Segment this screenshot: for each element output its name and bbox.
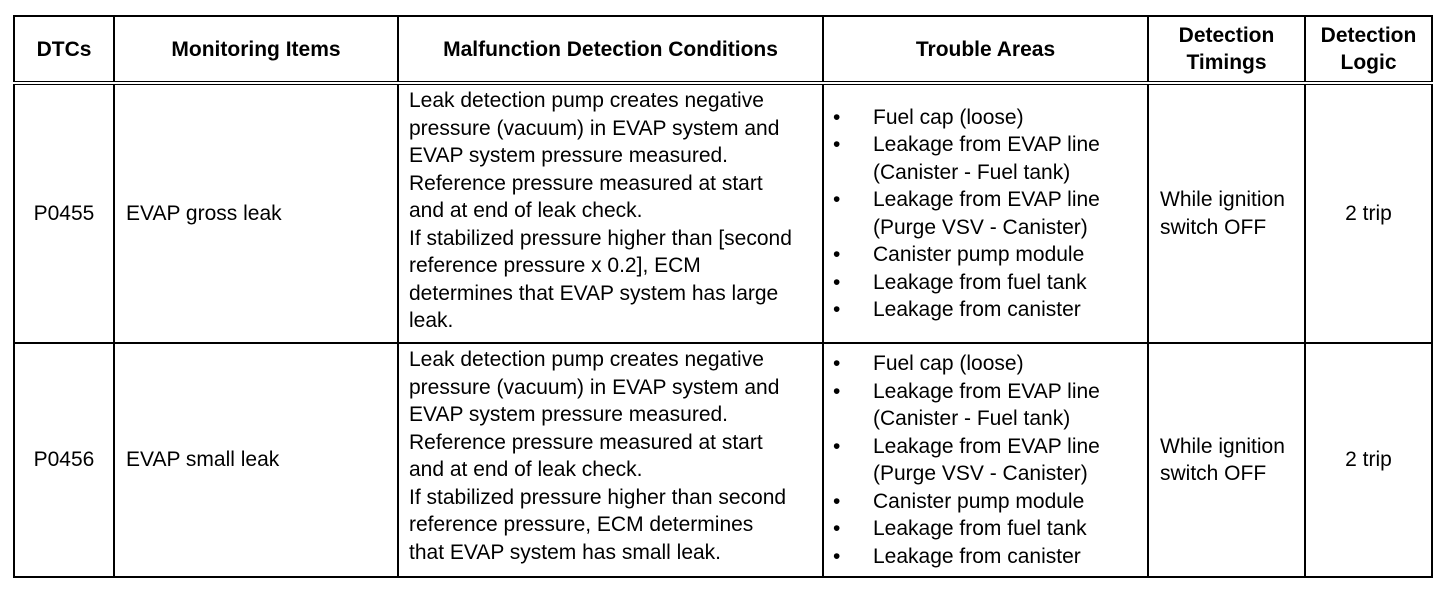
header-dtcs: DTCs	[14, 16, 114, 83]
header-conditions: Malfunction Detection Conditions	[398, 16, 823, 83]
list-item	[824, 350, 1143, 378]
trouble-area-text: Leakage from canister	[873, 544, 1081, 568]
header-timings-line2: Timings	[1186, 51, 1267, 74]
timing-line: While ignition	[1160, 188, 1285, 211]
bullet: •	[833, 352, 841, 375]
trouble-area-text: Fuel cap (loose)	[873, 105, 1024, 129]
condition-line: If stabilized pressure higher than second	[409, 485, 787, 509]
detection-timing	[1148, 343, 1305, 577]
bullet: •	[833, 188, 841, 211]
trouble-area-text: (Canister - Fuel tank)	[873, 160, 1071, 184]
timing-line: switch OFF	[1160, 462, 1267, 485]
detection-conditions	[398, 343, 823, 577]
dtc-code: P0456	[14, 343, 114, 577]
trouble-area-list	[824, 350, 1143, 570]
trouble-area-text: Canister pump module	[873, 243, 1085, 266]
dtc-table	[13, 15, 1433, 578]
condition-line: that EVAP system has small leak.	[409, 540, 722, 564]
header-timings-line1: Detection	[1178, 24, 1275, 47]
trouble-area-list	[824, 104, 1143, 324]
bullet: •	[833, 298, 841, 321]
bullet: •	[833, 105, 841, 129]
list-item	[824, 543, 1143, 571]
condition-line: reference pressure x 0.2], ECM	[409, 254, 701, 277]
condition-line: pressure (vacuum) in EVAP system and	[409, 116, 780, 140]
header-monitoring-items: Monitoring Items	[114, 16, 398, 83]
condition-line: Leak detection pump creates negative	[409, 89, 764, 112]
trouble-area-text: Leakage from EVAP line	[873, 434, 1100, 458]
header-logic-line1: Detection	[1320, 24, 1417, 47]
trouble-areas	[823, 83, 1148, 343]
list-item	[824, 104, 1143, 132]
list-item	[824, 515, 1143, 543]
dtc-code: P0455	[14, 83, 114, 343]
bullet: •	[833, 243, 841, 266]
condition-line: pressure (vacuum) in EVAP system and	[409, 375, 780, 399]
bullet: •	[833, 270, 841, 294]
bullet: •	[833, 133, 841, 156]
condition-line: Leak detection pump creates negative	[409, 348, 764, 371]
condition-line: leak.	[409, 309, 454, 332]
list-item	[824, 488, 1143, 516]
trouble-areas	[823, 343, 1148, 577]
monitoring-item: EVAP small leak	[114, 343, 398, 577]
list-item	[824, 433, 1143, 488]
header-row	[14, 16, 1432, 83]
header-trouble-areas: Trouble Areas	[823, 16, 1148, 83]
list-item	[824, 296, 1143, 324]
timing-line: switch OFF	[1160, 215, 1267, 239]
trouble-area-text: Fuel cap (loose)	[873, 352, 1024, 375]
bullet: •	[833, 517, 841, 540]
list-item	[824, 186, 1143, 241]
bullet: •	[833, 379, 841, 403]
condition-line: Reference pressure measured at start	[409, 171, 763, 195]
list-item	[824, 241, 1143, 269]
trouble-area-text: (Purge VSV - Canister)	[873, 462, 1088, 485]
condition-line: reference pressure, ECM determines	[409, 513, 754, 536]
trouble-area-text: Leakage from fuel tank	[873, 270, 1087, 294]
condition-line: Reference pressure measured at start	[409, 430, 763, 454]
trouble-area-text: Leakage from EVAP line	[873, 133, 1100, 156]
header-detection-logic	[1305, 16, 1432, 83]
condition-line: and at end of leak check.	[409, 199, 643, 222]
timing-line: While ignition	[1160, 434, 1285, 458]
trouble-area-text: Leakage from EVAP line	[873, 379, 1100, 403]
detection-logic: 2 trip	[1305, 343, 1432, 577]
condition-line: EVAP system pressure measured.	[409, 144, 729, 167]
trouble-area-text: Canister pump module	[873, 489, 1085, 513]
trouble-area-text: (Purge VSV - Canister)	[873, 215, 1088, 239]
bullet: •	[833, 434, 841, 458]
header-logic-line2: Logic	[1340, 51, 1397, 74]
trouble-area-text: Leakage from fuel tank	[873, 517, 1087, 540]
header-detection-timings	[1148, 16, 1305, 83]
monitoring-item: EVAP gross leak	[114, 83, 398, 343]
list-item	[824, 378, 1143, 433]
condition-line: and at end of leak check.	[409, 458, 643, 481]
condition-line: If stabilized pressure higher than [second	[409, 226, 792, 250]
trouble-area-text: (Canister - Fuel tank)	[873, 407, 1071, 430]
table-row	[14, 343, 1432, 577]
trouble-area-text: Leakage from canister	[873, 298, 1081, 321]
list-item	[824, 131, 1143, 186]
trouble-area-text: Leakage from EVAP line	[873, 188, 1100, 211]
detection-conditions	[398, 83, 823, 343]
table-row	[14, 83, 1432, 343]
bullet: •	[833, 489, 841, 513]
condition-line: EVAP system pressure measured.	[409, 403, 729, 426]
detection-logic: 2 trip	[1305, 83, 1432, 343]
list-item	[824, 269, 1143, 297]
detection-timing	[1148, 83, 1305, 343]
bullet: •	[833, 544, 841, 568]
condition-line: determines that EVAP system has large	[409, 281, 779, 305]
